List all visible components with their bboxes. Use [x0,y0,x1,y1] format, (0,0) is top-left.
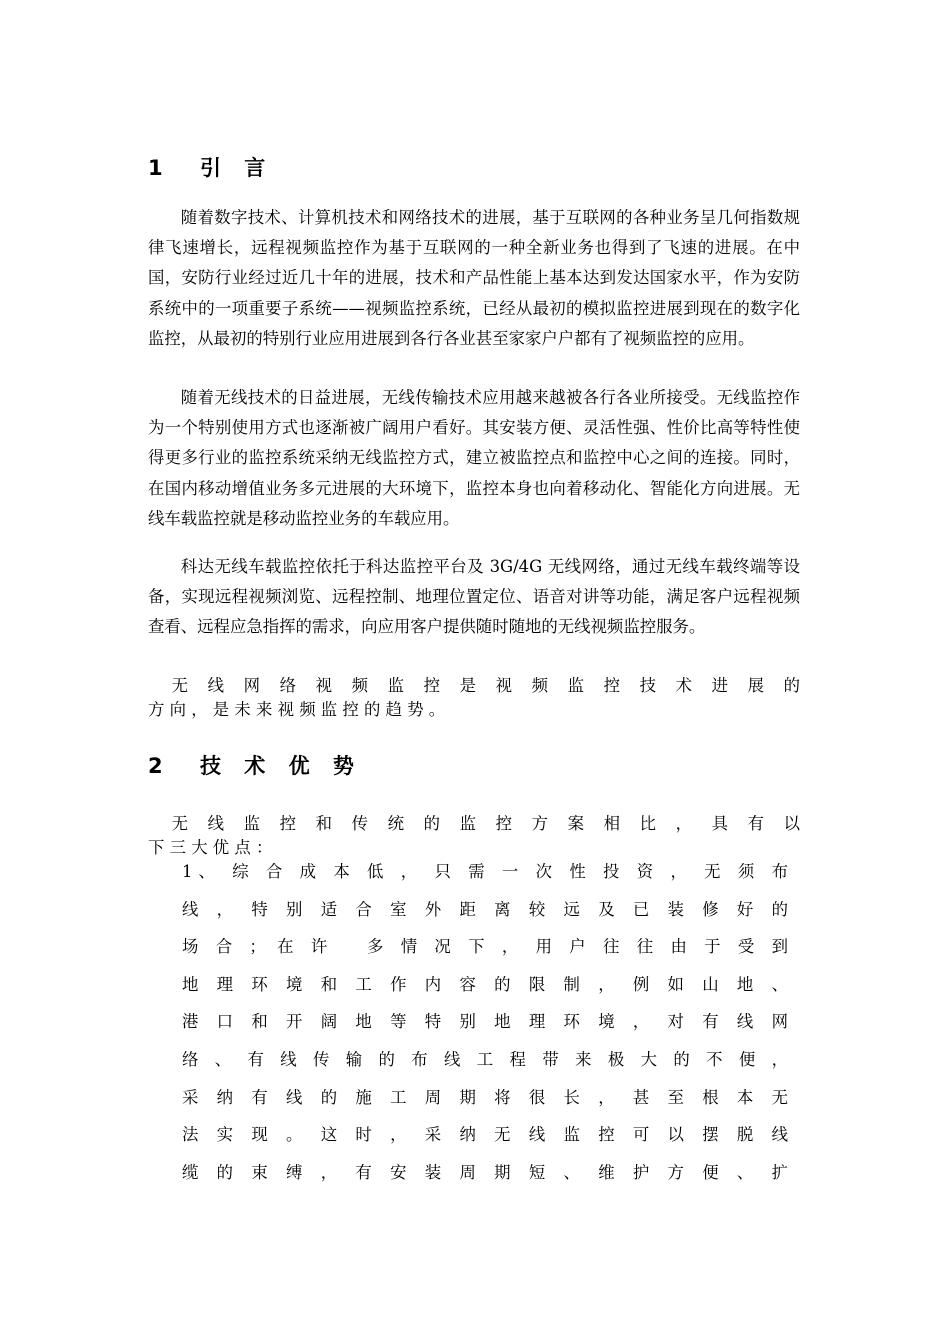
text-line: 无 线 监 控 和 传 统 的 监 控 方 案 相 比 ， 具 有 以 [148,814,800,833]
section-number: 1 [148,156,163,180]
body-paragraph: 随着无线技术的日益进展，无线传输技术应用越来越被各行各业所接受。无线监控作为一个特别使用方式也逐渐被广阔用户看好。其安装方便、灵活性强、性价比高等特性使得更多行业的监控系统采纳无线监控方式，建立被监控点和监控中心之间的连接。同时，在国内移动增值业务多元进展的大环境下，监控本身也向着移动化、智能化方向进展。无线车载监控就是移动监控业务的车载应用。 [148,388,800,528]
advantage-item-1 [182,853,788,1191]
text-line: 港 口 和 开 阔 地 等 特 别 地 理 环 境 ， 对 有 线 网 [182,1012,788,1032]
body-paragraph: 随着数字技术、计算机技术和网络技术的进展，基于互联网的各种业务呈几何指数规律飞速增长，远程视频监控作为基于互联网的一种全新业务也得到了飞速的进展。在中国，安防行业经过近几十年的进展，技术和产品性能上基本达到发达国家水平，作为安防系统中的一项重要子系统——视频监控系统，已经从最初的模拟监控进展到现在的数字化监控，从最初的特别行业应用进展到各行各业甚至家家户户都有了视频监控的应用。 [148,208,800,348]
text-line: 线 ， 特 别 适 合 室 外 距 离 较 远 及 已 装 修 好 的 [182,899,788,919]
section-title: 引 言 [200,156,274,180]
text-line: 采 纳 有 线 的 施 工 周 期 将 很 长 ， 甚 至 根 本 无 [182,1087,788,1107]
text-line: 地 理 环 境 和 工 作 内 容 的 限 制 ， 例 如 山 地 、 [182,974,788,994]
section-title: 技 术 优 势 [200,754,362,778]
section-heading-advantages [148,750,362,780]
text-line: 络 、 有 线 传 输 的 布 线 工 程 带 来 极 大 的 不 便 ， [182,1049,788,1069]
text-line: 1、 综 合 成 本 低 ， 只 需 一 次 性 投 资 ， 无 须 布 [182,862,788,881]
text-line: 缆 的 束 缚 ， 有 安 装 周 期 短 、 维 护 方 便 、 扩 [182,1162,788,1182]
text-line: 无 线 网 络 视 频 监 控 是 视 频 监 控 技 术 进 展 的 [148,676,800,695]
text-line: 法 实 现 。 这 时 ， 采 纳 无 线 监 控 可 以 摆 脱 线 [182,1125,788,1145]
closing-statement [148,674,800,722]
text-line: 方 向 ， 是 未 来 视 频 监 控 的 趋 势 。 [148,700,446,719]
body-paragraph: 科达无线车载监控依托于科达监控平台及 3G/4G 无线网络，通过无线车载终端等设备，实现远程视频浏览、远程控制、地理位置定位、语音对讲等功能，满足客户远程视频查看、远程应急指挥的需求，向应用客户提供随时随地的无线视频监控服务。 [148,557,800,637]
section-heading-intro [148,152,273,182]
text-line: 场 合 ； 在 许 多 情 况 下 ， 用 户 往 往 由 于 受 到 [182,937,788,957]
section-number: 2 [148,754,163,778]
text-line: 下 三 大 优 点 ： [148,838,273,857]
